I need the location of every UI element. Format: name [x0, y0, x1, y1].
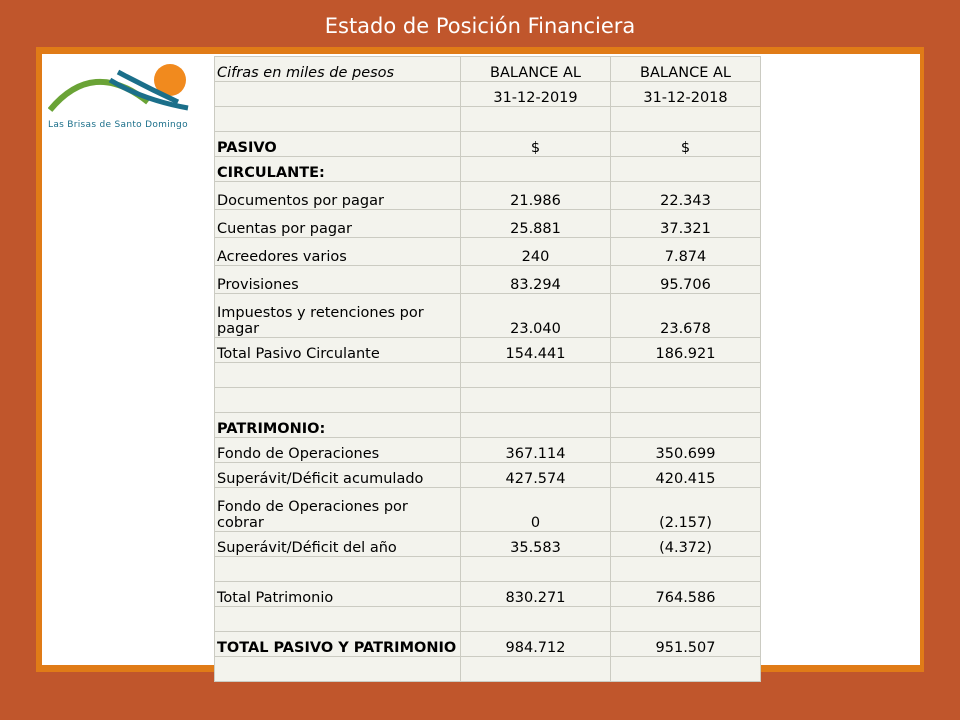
row-label: Fondo de Operaciones por cobrar: [215, 488, 461, 532]
value-2019: 23.040: [461, 294, 611, 338]
row-label: Superávit/Déficit acumulado: [215, 463, 461, 488]
table-row: [215, 210, 761, 238]
value-2018: 23.678: [611, 294, 761, 338]
value-2018: 951.507: [611, 632, 761, 657]
value-2018: [611, 157, 761, 182]
table-row: [215, 532, 761, 557]
column-header-2018: BALANCE AL: [611, 57, 761, 82]
company-logo: [48, 58, 198, 134]
row-label: [215, 557, 461, 582]
table-row: [215, 338, 761, 363]
row-label: PATRIMONIO:: [215, 413, 461, 438]
date-2018: 31-12-2018: [611, 82, 761, 107]
value-2019: 154.441: [461, 338, 611, 363]
value-2018: 186.921: [611, 338, 761, 363]
value-2019: 984.712: [461, 632, 611, 657]
value-2019: [461, 413, 611, 438]
row-label: Provisiones: [215, 266, 461, 294]
row-label: Impuestos y retenciones por pagar: [215, 294, 461, 338]
row-label: [215, 657, 461, 682]
table-row: [215, 438, 761, 463]
value-2018: $: [611, 132, 761, 157]
value-2019: [461, 363, 611, 388]
table-row: [215, 632, 761, 657]
value-2018: 22.343: [611, 182, 761, 210]
row-label: TOTAL PASIVO Y PATRIMONIO: [215, 632, 461, 657]
empty-cell: [215, 82, 461, 107]
slide-title: Estado de Posición Financiera: [324, 14, 636, 38]
empty-cell: [461, 107, 611, 132]
column-header-2019: BALANCE AL: [461, 57, 611, 82]
table-row: [215, 132, 761, 157]
value-2018: 350.699: [611, 438, 761, 463]
table-row: [215, 463, 761, 488]
value-2018: 37.321: [611, 210, 761, 238]
value-2019: $: [461, 132, 611, 157]
value-2019: 21.986: [461, 182, 611, 210]
row-label: Total Patrimonio: [215, 582, 461, 607]
table-row: [215, 294, 761, 338]
value-2018: (2.157): [611, 488, 761, 532]
table-date-row: [215, 82, 761, 107]
value-2018: 95.706: [611, 266, 761, 294]
value-2018: [611, 607, 761, 632]
table-header-row: [215, 57, 761, 82]
value-2019: 427.574: [461, 463, 611, 488]
value-2019: [461, 657, 611, 682]
value-2018: 7.874: [611, 238, 761, 266]
value-2018: [611, 363, 761, 388]
financial-table: [214, 56, 761, 682]
row-label: PASIVO: [215, 132, 461, 157]
row-label: Superávit/Déficit del año: [215, 532, 461, 557]
row-label: Acreedores varios: [215, 238, 461, 266]
table-spacer-row: [215, 107, 761, 132]
value-2018: (4.372): [611, 532, 761, 557]
table-row: [215, 363, 761, 388]
value-2018: [611, 388, 761, 413]
value-2019: 830.271: [461, 582, 611, 607]
table-row: [215, 266, 761, 294]
table-row: [215, 388, 761, 413]
value-2019: 367.114: [461, 438, 611, 463]
empty-cell: [215, 107, 461, 132]
logo-graphic-icon: [48, 58, 198, 120]
row-label: Total Pasivo Circulante: [215, 338, 461, 363]
table-row: [215, 488, 761, 532]
row-label: [215, 363, 461, 388]
row-label: [215, 607, 461, 632]
value-2018: [611, 413, 761, 438]
value-2019: 0: [461, 488, 611, 532]
value-2019: 35.583: [461, 532, 611, 557]
value-2019: 83.294: [461, 266, 611, 294]
table-row: [215, 557, 761, 582]
row-label: CIRCULANTE:: [215, 157, 461, 182]
table-row: [215, 413, 761, 438]
value-2019: [461, 157, 611, 182]
row-label: [215, 388, 461, 413]
table-row: [215, 607, 761, 632]
value-2019: [461, 388, 611, 413]
units-note: Cifras en miles de pesos: [215, 57, 461, 82]
row-label: Fondo de Operaciones: [215, 438, 461, 463]
date-2019: 31-12-2019: [461, 82, 611, 107]
empty-cell: [611, 107, 761, 132]
value-2018: 420.415: [611, 463, 761, 488]
value-2019: 240: [461, 238, 611, 266]
value-2018: [611, 657, 761, 682]
value-2019: [461, 607, 611, 632]
table-row: [215, 582, 761, 607]
table-row: [215, 657, 761, 682]
table-row: [215, 157, 761, 182]
logo-text: Las Brisas de Santo Domingo: [48, 120, 188, 130]
value-2018: [611, 557, 761, 582]
table-row: [215, 182, 761, 210]
row-label: Documentos por pagar: [215, 182, 461, 210]
table-row: [215, 238, 761, 266]
value-2018: 764.586: [611, 582, 761, 607]
value-2019: [461, 557, 611, 582]
row-label: Cuentas por pagar: [215, 210, 461, 238]
value-2019: 25.881: [461, 210, 611, 238]
